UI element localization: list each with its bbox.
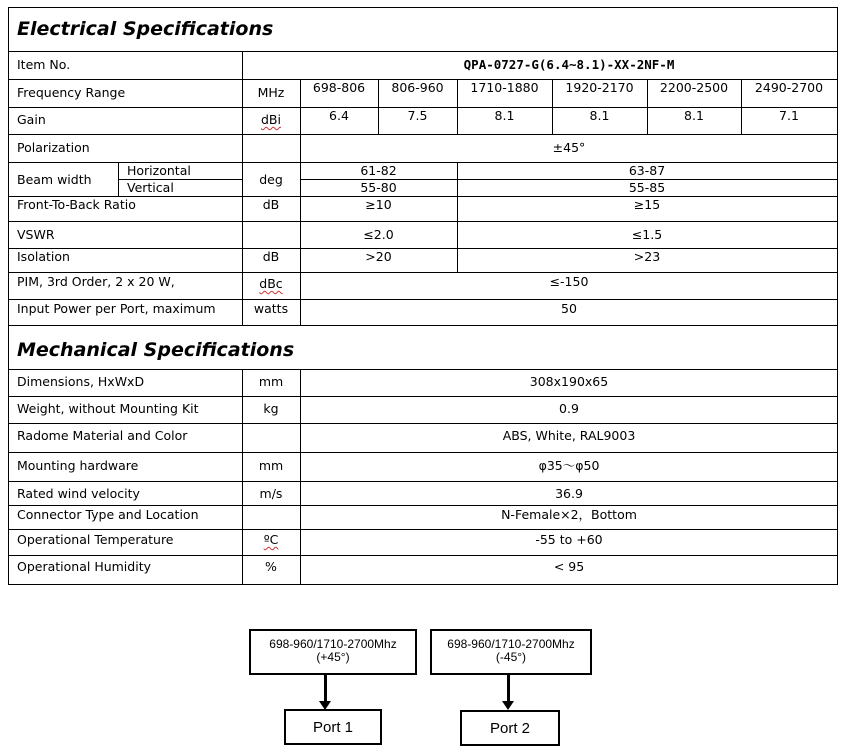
beam-h-high: 63-87 — [628, 163, 666, 178]
beam-v-low: 55-80 — [360, 180, 397, 195]
left-freq-text: 698-960/1710-2700Mhz — [269, 637, 397, 651]
mech-row-label: Rated wind velocity — [17, 486, 140, 501]
right-freq-text: 698-960/1710-2700Mhz — [447, 637, 575, 651]
power-label: Input Power per Port, maximum — [17, 301, 216, 316]
pim-unit: dBc — [259, 276, 283, 291]
polarization-label: Polarization — [17, 140, 90, 155]
mech-row-unit: ºC — [263, 532, 279, 547]
mech-row-unit: mm — [258, 374, 284, 389]
pim-label: PIM, 3rd Order, 2 x 20 W, — [17, 274, 175, 289]
freq-unit: MHz — [257, 85, 285, 100]
port-1-label: Port 1 — [312, 719, 354, 736]
gain-value: 6.4 — [329, 108, 349, 123]
electrical-section-title: Electrical Specifications — [17, 18, 274, 40]
fbr-unit: dB — [262, 197, 280, 212]
port-1-box — [284, 709, 382, 745]
right-arrow-head — [502, 701, 514, 710]
mech-row-value: 0.9 — [559, 401, 579, 416]
freq-value: 1920-2170 — [565, 80, 634, 95]
freq-value: 1710-1880 — [470, 80, 539, 95]
gain-value: 7.5 — [407, 108, 428, 123]
mech-row-label: Operational Temperature — [17, 532, 174, 547]
freq-value: 698-806 — [312, 80, 366, 95]
left-arrow-line — [324, 675, 327, 702]
gain-value: 8.1 — [684, 108, 704, 123]
mech-row-value: -55 to +60 — [535, 532, 603, 547]
fbr-high: ≥15 — [633, 197, 661, 212]
gain-unit: dBi — [261, 112, 281, 127]
vswr-low: ≤2.0 — [363, 227, 394, 242]
mechanical-section-title: Mechanical Specifications — [17, 339, 295, 361]
left-pol-text: (+45°) — [316, 650, 350, 664]
isolation-label: Isolation — [17, 249, 70, 264]
mech-row-value: ABS, White, RAL9003 — [502, 428, 636, 443]
mech-row-label: Weight, without Mounting Kit — [17, 401, 199, 416]
freq-label: Frequency Range — [17, 85, 126, 100]
mech-row-value: φ35～φ50 — [538, 458, 600, 473]
item-no-value: QPA-0727-G(6.4~8.1)-XX-2NF-M — [463, 57, 675, 72]
mech-row-label: Mounting hardware — [17, 458, 139, 473]
port-2-label: Port 2 — [489, 720, 531, 737]
freq-value: 2490-2700 — [754, 80, 824, 95]
beam-horizontal-label: Horizontal — [127, 163, 191, 178]
item-no-label: Item No. — [17, 57, 71, 72]
vswr-label: VSWR — [17, 227, 55, 242]
left-source-box — [249, 629, 417, 675]
vswr-high: ≤1.5 — [631, 227, 663, 242]
mech-row-unit: kg — [263, 401, 279, 416]
gain-label: Gain — [17, 112, 46, 127]
mech-row-value: < 95 — [553, 559, 585, 574]
beam-vertical-label: Vertical — [127, 180, 174, 195]
right-pol-text: (-45°) — [495, 650, 527, 664]
mech-row-unit: m/s — [259, 486, 283, 501]
gain-value: 8.1 — [494, 108, 515, 123]
polarization-value: ±45° — [552, 140, 586, 155]
port-2-box — [460, 710, 560, 746]
freq-value: 806-960 — [391, 80, 444, 95]
beam-v-high: 55-85 — [628, 180, 666, 195]
power-value: 50 — [561, 301, 577, 316]
mech-row-value: N-Female×2，Bottom — [501, 507, 637, 522]
gain-value: 8.1 — [589, 108, 610, 123]
fbr-low: ≥10 — [365, 197, 392, 212]
mech-row-value: 308x190x65 — [529, 374, 609, 389]
mech-row-unit: % — [265, 559, 277, 574]
beam-h-low: 61-82 — [360, 163, 397, 178]
beam-width-label: Beam width — [17, 172, 92, 187]
isolation-low: >20 — [365, 249, 392, 264]
beam-unit: deg — [259, 172, 283, 187]
mech-row-label: Radome Material and Color — [17, 428, 188, 443]
mech-row-label: Dimensions, HxWxD — [17, 374, 145, 389]
power-unit: watts — [253, 301, 289, 316]
right-arrow-line — [507, 675, 510, 702]
fbr-label: Front-To-Back Ratio — [17, 197, 136, 212]
mech-row-label: Operational Humidity — [17, 559, 151, 574]
mech-row-unit: mm — [258, 458, 284, 473]
pim-value: ≤-150 — [549, 274, 589, 289]
isolation-unit: dB — [262, 249, 280, 264]
isolation-high: >23 — [633, 249, 661, 264]
mech-row-value: 36.9 — [555, 486, 583, 501]
mech-row-label: Connector Type and Location — [17, 507, 199, 522]
freq-value: 2200-2500 — [659, 80, 729, 95]
gain-value: 7.1 — [779, 108, 799, 123]
right-source-box — [430, 629, 592, 675]
